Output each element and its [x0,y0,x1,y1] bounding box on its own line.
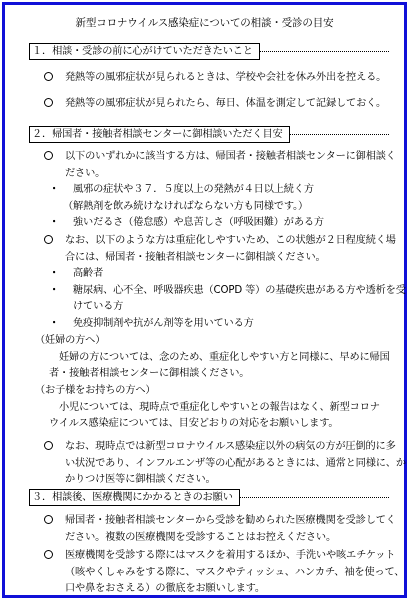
circle-bullet-icon [41,70,55,87]
circle-bullet-icon [41,233,55,250]
section2-paragraph-2: なお、以下のような方は重症化しやすいため、この状態が２日程度続く場 合には、帰国者・接触者相談センターに御相談ください。 ・ 高齢者 ・ 糖尿病、心不全、呼吸器疾患（COPD 等）の基礎疾患がある方や透析を受 けている方 ・ 免疫抑制剤や抗がん剤等を用いている方 [39,233,395,333]
child-label: （お子様をお持ちの方へ） [35,385,156,396]
section-heading-3: ３．相談後、医療機関にかかるときのお願い [29,489,240,506]
section3-item: 帰国者・接触者相談センターから受診を勧められた医療機関を受診してく ださい。複数の医療機関を受診することはお控えください。 [39,513,395,546]
circle-bullet-icon [41,96,55,113]
circle-bullet-icon [41,149,55,166]
pregnant-note: （妊婦の方へ） 妊婦の方については、念のため、重症化しやすい方と同様に、早めに帰国 者・接触者相談センターに御相談ください。 [35,335,390,380]
circle-bullet-icon [41,548,55,565]
circle-bullet-icon [41,439,55,456]
section-heading-2: ２．帰国者・接触者相談センターに御相談いただく目安 [29,126,290,143]
section-heading-1: １．相談・受診の前に心がけていただきたいこと [29,43,260,60]
pregnant-label: （妊婦の方へ） [35,335,106,346]
document-frame [2,2,407,598]
section1-item: 発熱等の風邪症状が見られたら、毎日、体温を測定して記録しておく。 [39,96,395,113]
document [5,5,404,595]
document-title: 新型コロナウイルス感染症についての相談・受診の目安 [75,17,334,29]
section2-paragraph-3: なお、現時点では新型コロナウイルス感染症以外の病気の方が圧倒的に多 い状況であり、インフルエンザ等の心配があるときには、通常と同様に、か かりつけ医等に御相談ください。 [39,439,395,489]
circle-bullet-icon [41,513,55,530]
section3-item: 医療機関を受診する際にはマスクを着用するほか、手洗いや咳エチケット （咳やくしゃみをする際に、マスクやティッシュ、ハンカチ、袖を使って、 口や鼻をおさえる）の徹底をお願いします。 [39,548,395,598]
section2-paragraph-1: 以下のいずれかに該当する方は、帰国者・接触者相談センターに御相談く ださい。 ・ 風邪の症状や３７．５度以上の発熱が４日以上続く方 （解熱剤を飲み続けなければならない方も同様です。） ・ 強いだるさ（倦怠感）や息苦しさ（呼吸困難）がある方 [39,149,395,232]
section1-item: 発熱等の風邪症状が見られるときは、学校や会社を休み外出を控える。 [39,70,395,87]
child-note: （お子様をお持ちの方へ） 小児については、現時点で重症化しやすいとの報告はなく、新型コロナ ウイルス感染症については、目安どおりの対応をお願いします。 [35,385,380,430]
